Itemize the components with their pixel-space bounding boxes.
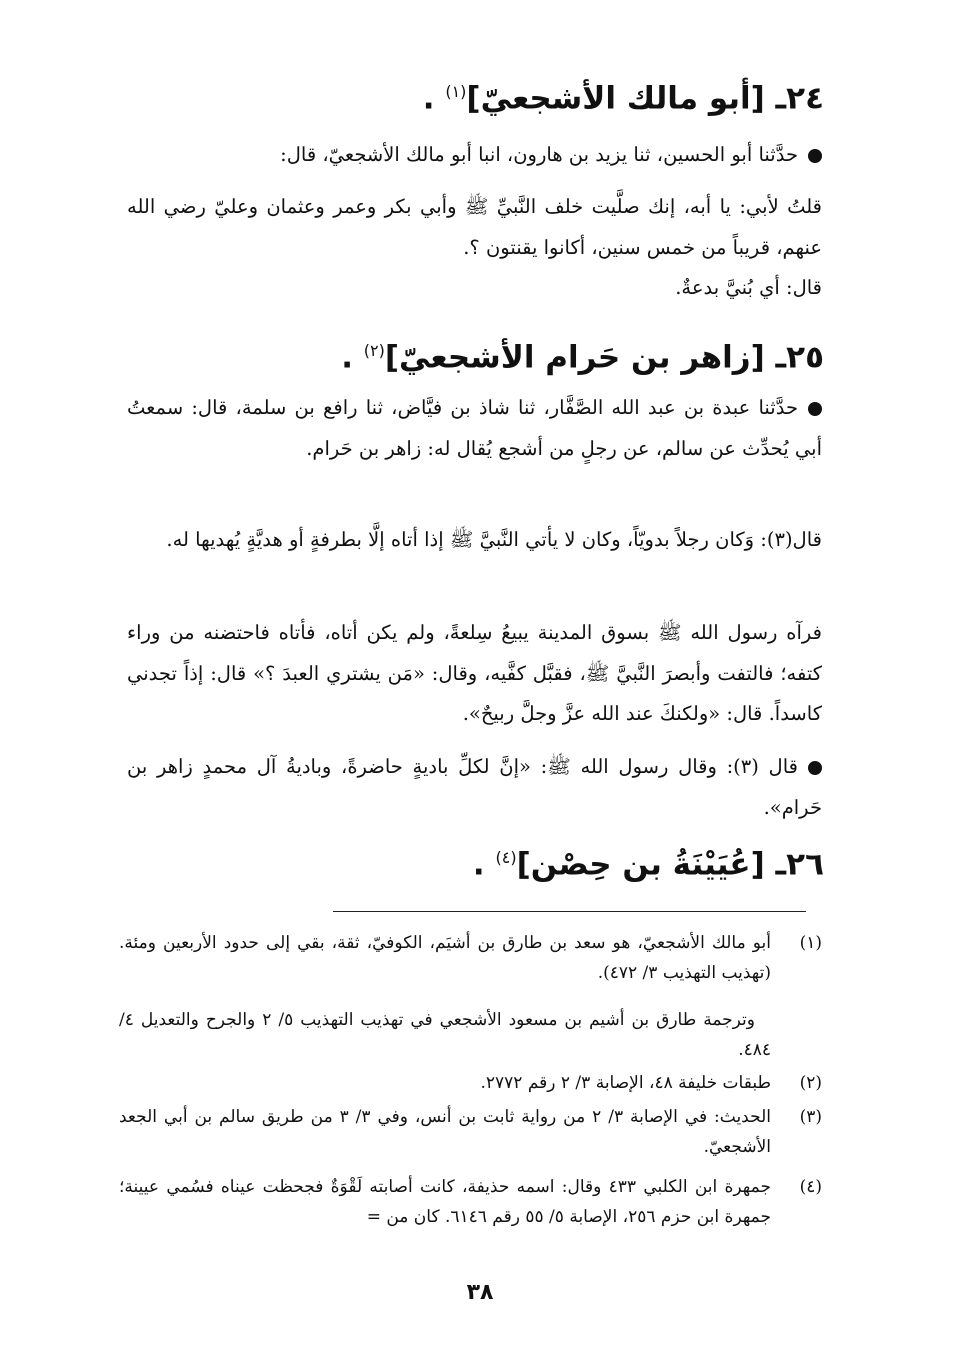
footnote-ref: (٢) (363, 341, 385, 360)
hadith-chain (127, 747, 822, 828)
footnote-item (119, 1068, 822, 1098)
footnote-number: (٢) (799, 1073, 822, 1093)
heading-end: . (422, 80, 446, 117)
footnote-separator (333, 911, 806, 912)
footnote-number: (٣) (799, 1107, 822, 1127)
footnote-ref: (١) (445, 82, 467, 101)
bullet-icon (808, 149, 822, 163)
footnote-number: (١) (799, 933, 822, 953)
footnote-text: جمهرة ابن الكلبي ٤٣٣ وقال: اسمه حذيفة، كانت أصابته لَقْوَةٌ فجحظت عيناه فسُمي عيينة؛ جمهرة ابن حزم ٢٥٦، الإصابة ٥/ ٥٥ رقم ٦١٤٦. كان من = (119, 1177, 771, 1227)
paragraph-text: قال (٣): وقال رسول الله ﷺ: «إنَّ لكلِّ باديةٍ حاضرةً، وباديةُ آل محمدٍ زاهر بن حَرام». (127, 755, 822, 819)
section-title: ٢٤ـ [أبو مالك الأشجعيّ] (466, 80, 824, 117)
paragraph-text: حدَّثنا أبو الحسين، ثنا يزيد بن هارون، انبا أبو مالك الأشجعيّ، قال: (280, 143, 798, 166)
footnote-item (119, 1172, 822, 1232)
hadith-chain (127, 388, 822, 469)
footnote-item (119, 1005, 819, 1065)
section-title: ٢٦ـ [عُيَيْنَةُ بن حِصْن] (516, 846, 824, 883)
footnote-text: الحديث: في الإصابة ٣/ ٢ من رواية ثابت بن أنس، وفي ٣/ ٣ من طريق سالم بن أبي الجعد الأشجعيّ. (119, 1107, 771, 1157)
section-heading-24 (423, 72, 824, 118)
paragraph-text: فرآه رسول الله ﷺ بسوق المدينة يبيعُ سِلعةً، ولم يكن أتاه، فأتاه فاحتضنه من وراء كتفه؛ فالتفت وأبصرَ النَّبيَّ ﷺ، فقبَّل كفَّيه، وقال: «مَن يشتري العبدَ ؟» قال: إذاً تجدني كاسداً. قال: «ولكنكَ عند الله عزَّ وجلَّ ربيحٌ». (127, 621, 822, 725)
paragraph-text: قال: أي بُنيَّ بدعةٌ. (675, 276, 822, 299)
narration-text (127, 613, 822, 735)
heading-end: . (341, 339, 364, 376)
section-title: ٢٥ـ [زاهر بن حَرام الأشجعيّ] (384, 339, 824, 376)
narration-text (127, 187, 822, 268)
page-number: ٣٨ (466, 1280, 494, 1305)
footnote-text: أبو مالك الأشجعيّ، هو سعد بن طارق بن أشيَم، الكوفيّ، ثقة، بقي إلى حدود الأربعين ومئة. (تهذيب التهذيب ٣/ ٤٧٢). (119, 933, 771, 983)
footnote-item (119, 1102, 822, 1162)
footnote-item (119, 928, 822, 988)
paragraph-text: قال(٣): وَكان رجلاً بدويّاً، وكان لا يأتي النَّبيَّ ﷺ إذا أتاه إلَّا بطرفةٍ أو هديَّةٍ يُهديها له. (166, 528, 822, 551)
bullet-icon (808, 402, 822, 416)
narration-text (127, 520, 822, 561)
bullet-icon (808, 761, 822, 775)
hadith-chain (127, 135, 822, 176)
paragraph-text: قلتُ لأبي: يا أبه، إنك صلَّيت خلف النَّبيِّ ﷺ وأبي بكر وعمر وعثمان وعليّ رضي الله عنهم، قريباً من خمس سنين، أكانوا يقنتون ؟. (127, 195, 822, 259)
footnote-number: (٤) (799, 1177, 822, 1197)
heading-end: . (472, 846, 496, 883)
narration-text (127, 268, 822, 309)
section-heading-25 (341, 331, 824, 377)
footnote-ref: (٤) (495, 848, 517, 867)
footnote-text: وترجمة طارق بن أشيم بن مسعود الأشجعي في تهذيب التهذيب ٥/ ٢ والجرح والتعديل ٤/ ٤٨٤. (119, 1010, 771, 1060)
footnote-text: طبقات خليفة ٤٨، الإصابة ٣/ ٢ رقم ٢٧٧٢. (480, 1073, 771, 1093)
section-heading-26 (473, 838, 824, 884)
paragraph-text: حدَّثنا عبدة بن عبد الله الصَّفَّار، ثنا شاذ بن فيَّاض، ثنا رافع بن سلمة، قال: سمعتُ أبي يُحدِّث عن سالم، عن رجلٍ من أشجع يُقال له: زاهر بن حَرام. (127, 396, 822, 460)
